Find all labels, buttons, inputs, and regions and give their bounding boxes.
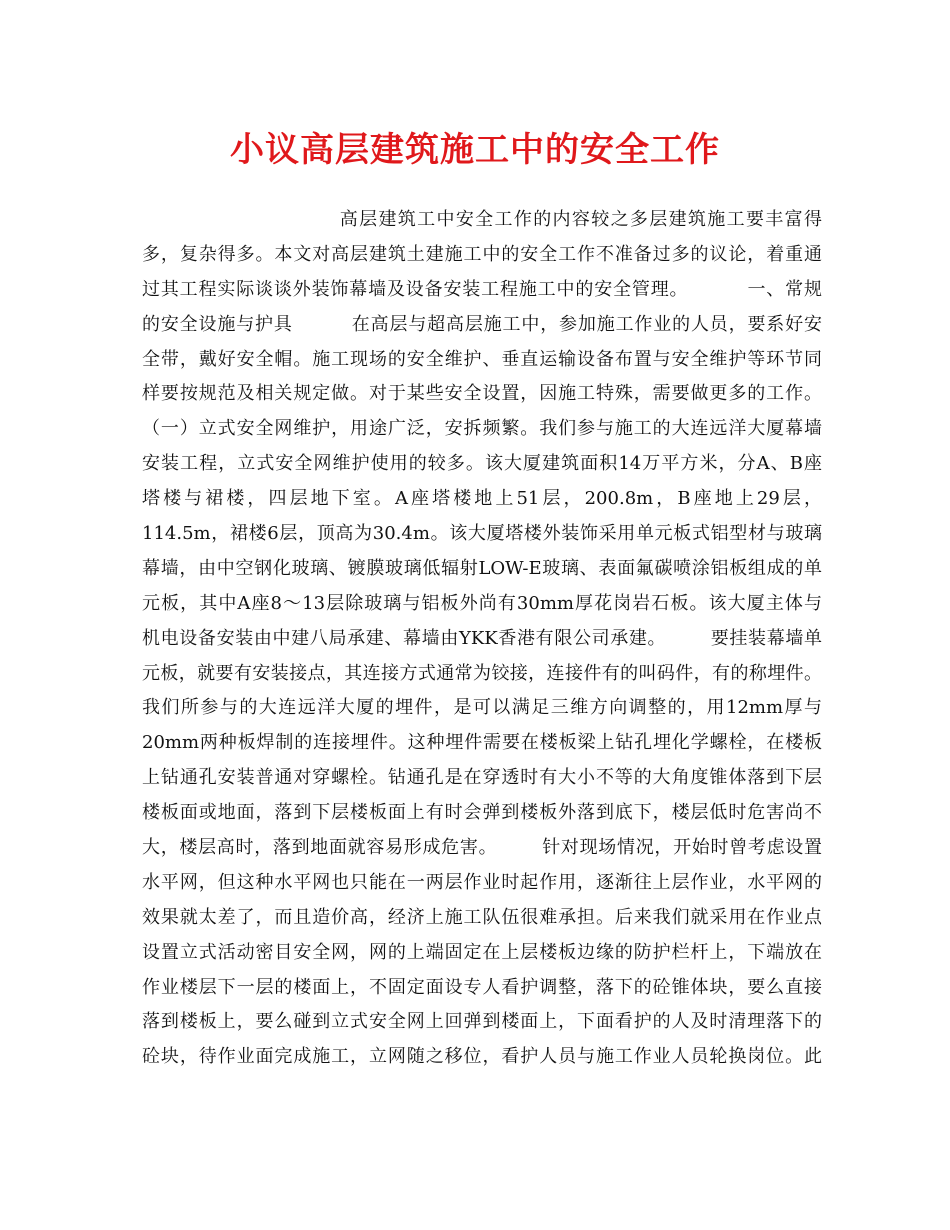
body-line: 安装工程，立式安全网维护使用的较多。该大厦建筑面积14万平方米，分A、B座 <box>142 453 822 475</box>
body-line: 元板，就要有安装接点，其连接方式通常为铰接，连接件有的叫码件，有的称埋件。 <box>142 662 822 684</box>
body-line: 多，复杂得多。本文对高层建筑土建施工中的安全工作不准备过多的议论，着重通 <box>142 243 822 265</box>
body-line: 作业楼层下一层的楼面上，不固定面设专人看护调整，落下的砼锥体块，要么直接 <box>142 976 822 998</box>
body-line: 机电设备安装由中建八局承建、幕墙由YKK香港有限公司承建。 要挂装幕墙单 <box>142 627 822 649</box>
body-line: 大，楼层高时，落到地面就容易形成危害。 针对现场情况，开始时曾考虑设置 <box>142 837 822 859</box>
body-line: （一）立式安全网维护，用途广泛，安拆频繁。我们参与施工的大连远洋大厦幕墙 <box>142 418 822 440</box>
body-line: 高层建筑工中安全工作的内容较之多层建筑施工要丰富得 <box>142 209 822 230</box>
body-line: 过其工程实际谈谈外装饰幕墙及设备安装工程施工中的安全管理。 一、常规 <box>142 278 822 300</box>
body-line: 砼块，待作业面完成施工，立网随之移位，看护人员与施工作业人员轮换岗位。此 <box>142 1046 822 1068</box>
body-line: 20mm两种板焊制的连接埋件。这种埋件需要在楼板梁上钻孔埋化学螺栓，在楼板 <box>142 732 822 754</box>
body-line: 水平网，但这种水平网也只能在一两层作业时起作用，逐渐往上层作业，水平网的 <box>142 871 822 893</box>
body-line: 效果就太差了，而且造价高，经济上施工队伍很难承担。后来我们就采用在作业点 <box>142 906 822 928</box>
body-line: 元板，其中A座8～13层除玻璃与铝板外尚有30mm厚花岗岩石板。该大厦主体与 <box>142 592 822 614</box>
body-line: 幕墙，由中空钢化玻璃、镀膜玻璃低辐射LOW-E玻璃、表面氟碳喷涂铝板组成的单 <box>142 557 822 579</box>
body-line: 落到楼板上，要么碰到立式安全网上回弹到楼面上，下面看护的人及时清理落下的 <box>142 1011 822 1033</box>
body-line: 114.5m，裙楼6层，顶高为30.4m。该大厦塔楼外装饰采用单元板式铝型材与玻璃 <box>142 523 822 545</box>
document-title: 小议高层建筑施工中的安全工作 <box>230 130 720 170</box>
body-line: 我们所参与的大连远洋大厦的埋件，是可以满足三维方向调整的，用12mm厚与 <box>142 697 822 719</box>
body-line: 塔楼与裙楼，四层地下室。A座塔楼地上51层，200.8m，B座地上29层， <box>142 488 822 510</box>
body-line: 样要按规范及相关规定做。对于某些安全设置，因施工特殊，需要做更多的工作。 <box>142 383 822 405</box>
body-line: 上钻通孔安装普通对穿螺栓。钻通孔是在穿透时有大小不等的大角度锥体落到下层 <box>142 767 822 789</box>
document-body <box>142 203 822 1075</box>
body-line: 设置立式活动密目安全网，网的上端固定在上层楼板边缘的防护栏杆上，下端放在 <box>142 941 822 963</box>
body-line: 全带，戴好安全帽。施工现场的安全维护、垂直运输设备布置与安全维护等环节同 <box>142 348 822 370</box>
body-line: 的安全设施与护具 在高层与超高层施工中，参加施工作业的人员，要系好安 <box>142 313 822 335</box>
body-line: 楼板面或地面，落到下层楼板面上有时会弹到楼板外落到底下，楼层低时危害尚不 <box>142 802 822 824</box>
